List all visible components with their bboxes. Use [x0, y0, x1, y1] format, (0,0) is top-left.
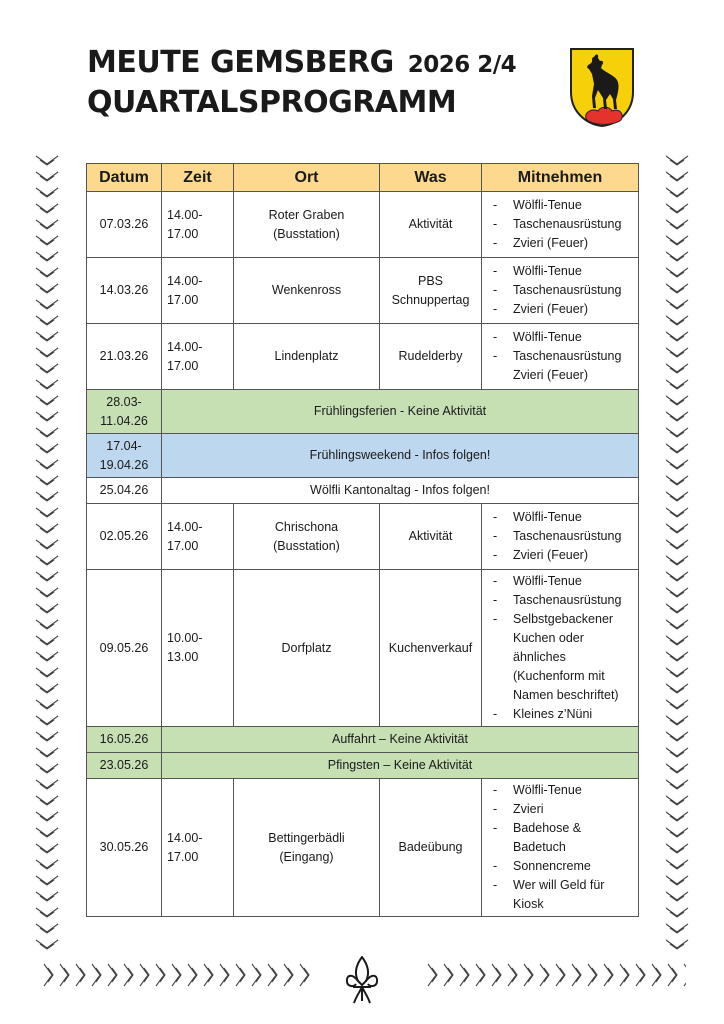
- bring-item: Zvieri (Feuer): [513, 368, 589, 382]
- activity-cell: Aktivität: [380, 192, 482, 258]
- time-cell: 14.00- 17.00: [162, 779, 234, 917]
- table-row: [87, 390, 639, 434]
- date-cell: 02.05.26: [87, 504, 162, 570]
- left-zigzag-border: [34, 152, 60, 952]
- table-row: [87, 779, 639, 917]
- table-row: [87, 753, 639, 779]
- note-cell: Frühlingsferien - Keine Aktivität: [162, 390, 639, 434]
- column-header-datum: Datum: [87, 164, 162, 192]
- column-header-zeit: Zeit: [162, 164, 234, 192]
- column-header-mitnehmen: Mitnehmen: [482, 164, 639, 192]
- bring-item: - Taschenausrüstung: [487, 215, 633, 234]
- note-cell: Auffahrt – Keine Aktivität: [162, 727, 639, 753]
- place-cell: Lindenplatz: [234, 324, 380, 390]
- bring-item: - Wölfli-Tenue: [487, 781, 633, 800]
- place-cell: Wenkenross: [234, 258, 380, 324]
- time-cell: 14.00- 17.00: [162, 324, 234, 390]
- bring-list: [487, 328, 633, 385]
- title-group-name: MEUTE GEMSBERG: [87, 45, 394, 80]
- bring-item: - Wölfli-Tenue: [487, 196, 633, 215]
- note-cell: Frühlingsweekend - Infos folgen!: [162, 434, 639, 478]
- program-table: [86, 163, 639, 917]
- table-row: [87, 504, 639, 570]
- bottom-right-zigzag-border: [424, 962, 686, 988]
- time-cell: 10.00- 13.00: [162, 570, 234, 727]
- bring-item: - Wölfli-Tenue: [487, 572, 633, 591]
- bring-list-cell: [482, 779, 639, 917]
- bring-list: [487, 572, 633, 724]
- place-cell: Bettingerbädli (Eingang): [234, 779, 380, 917]
- title-line-1: [87, 44, 557, 84]
- bring-item: - Wölfli-Tenue: [487, 508, 633, 527]
- chamois-coat-of-arms-icon: [568, 46, 636, 128]
- place-cell: Chrischona (Busstation): [234, 504, 380, 570]
- bring-item: - Sonnencreme: [487, 857, 633, 876]
- title-line-2: QUARTALSPROGRAMM: [87, 85, 457, 120]
- time-cell: 14.00- 17.00: [162, 504, 234, 570]
- bring-list-cell: [482, 192, 639, 258]
- date-cell: 28.03- 11.04.26: [87, 390, 162, 434]
- bring-list: [487, 781, 633, 914]
- bring-item: - Taschenausrüstung: [487, 281, 633, 300]
- bring-list: [487, 508, 633, 565]
- bring-list-cell: [482, 324, 639, 390]
- bring-item: - Zvieri: [487, 800, 633, 819]
- title-year-quarter: 2026 2/4: [407, 52, 517, 78]
- table-header-row: [87, 164, 639, 192]
- bring-list-cell: [482, 504, 639, 570]
- bring-item: - Wölfli-Tenue: [487, 262, 633, 281]
- activity-cell: Aktivität: [380, 504, 482, 570]
- table-row: [87, 727, 639, 753]
- column-header-was: Was: [380, 164, 482, 192]
- date-cell: 14.03.26: [87, 258, 162, 324]
- column-header-ort: Ort: [234, 164, 380, 192]
- table-row: [87, 478, 639, 504]
- bring-list-cell: [482, 258, 639, 324]
- bottom-left-zigzag-border: [40, 962, 310, 988]
- bring-item: - Wer will Geld für Kiosk: [487, 876, 633, 914]
- bring-item: - Taschenausrüstung: [487, 527, 633, 546]
- bring-item: - Zvieri (Feuer): [487, 234, 633, 253]
- note-cell: Pfingsten – Keine Aktivität: [162, 753, 639, 779]
- bring-item: - Taschenausrüstung: [487, 347, 633, 366]
- bring-item: - Wölfli-Tenue: [487, 328, 633, 347]
- table-row: [87, 434, 639, 478]
- bring-item: - Zvieri (Feuer): [487, 546, 633, 565]
- bring-item: - Zvieri (Feuer): [487, 300, 633, 319]
- time-cell: 14.00- 17.00: [162, 258, 234, 324]
- date-cell: 09.05.26: [87, 570, 162, 727]
- bring-item: - Badehose & Badetuch: [487, 819, 633, 857]
- activity-cell: Rudelderby: [380, 324, 482, 390]
- table-row: [87, 324, 639, 390]
- bring-item: - Selbstgebackener Kuchen oder ähnliches (Kuchenform mit Namen beschriftet): [487, 610, 633, 705]
- date-cell: 17.04- 19.04.26: [87, 434, 162, 478]
- date-cell: 25.04.26: [87, 478, 162, 504]
- activity-cell: Kuchenverkauf: [380, 570, 482, 727]
- bring-list: [487, 262, 633, 319]
- bring-list-cell: [482, 570, 639, 727]
- activity-cell: Badeübung: [380, 779, 482, 917]
- place-cell: Dorfplatz: [234, 570, 380, 727]
- bring-item: - Taschenausrüstung: [487, 591, 633, 610]
- table-row: [87, 258, 639, 324]
- date-cell: 30.05.26: [87, 779, 162, 917]
- date-cell: 23.05.26: [87, 753, 162, 779]
- bring-item: - Kleines z’Nüni: [487, 705, 633, 724]
- date-cell: 21.03.26: [87, 324, 162, 390]
- activity-cell: PBS Schnuppertag: [380, 258, 482, 324]
- date-cell: 16.05.26: [87, 727, 162, 753]
- place-cell: Roter Graben (Busstation): [234, 192, 380, 258]
- fleur-de-lis-icon: [344, 955, 380, 1007]
- table-row: [87, 192, 639, 258]
- bring-list: [487, 196, 633, 253]
- page-title: [87, 44, 557, 122]
- table-row: [87, 570, 639, 727]
- note-cell: Wölfli Kantonaltag - Infos folgen!: [162, 478, 639, 504]
- date-cell: 07.03.26: [87, 192, 162, 258]
- right-zigzag-border: [664, 152, 690, 952]
- time-cell: 14.00- 17.00: [162, 192, 234, 258]
